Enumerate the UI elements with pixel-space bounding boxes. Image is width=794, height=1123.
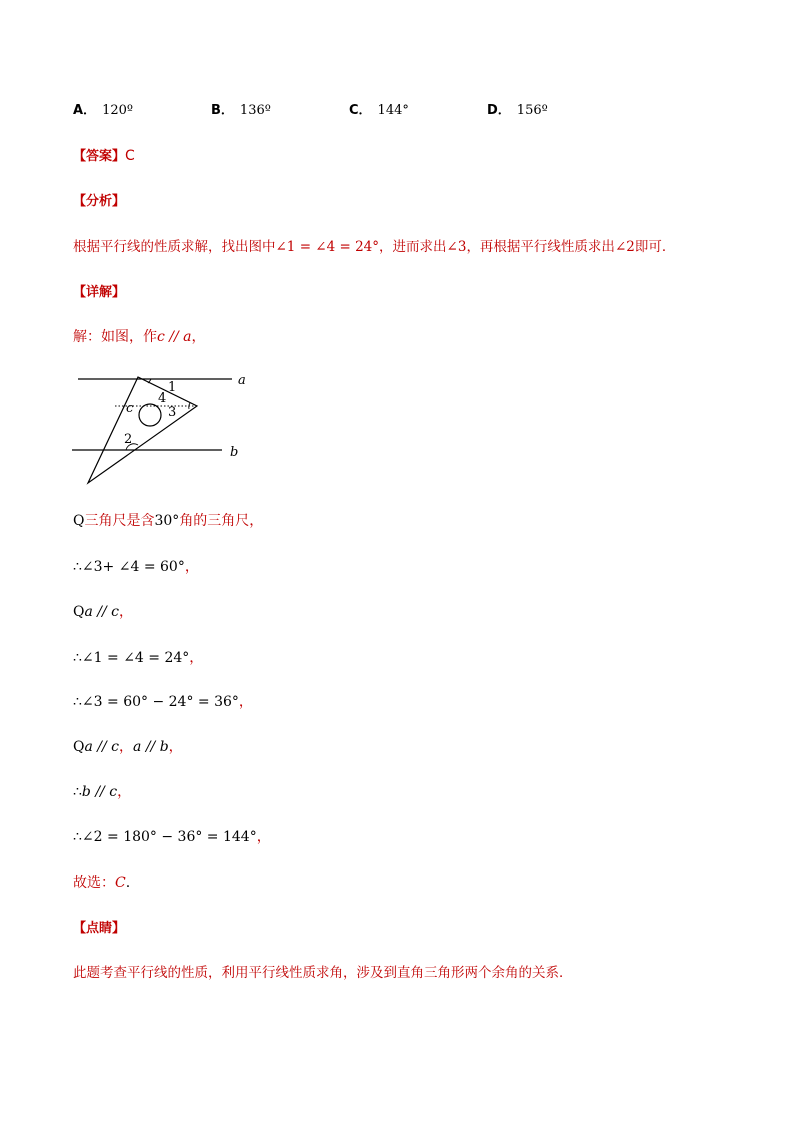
step-4-suffix: ， — [189, 650, 204, 666]
angle-label-4: 4 — [158, 391, 167, 406]
analysis-heading — [73, 191, 125, 212]
comment-text: 此题考查平行线的性质，利用平行线性质求角，涉及到直角三角形两个余角的关系． — [73, 965, 573, 981]
analysis-text-pre: 根据平行线的性质求解，找出图中 — [73, 239, 276, 255]
option-c-letter: C． — [349, 103, 372, 118]
answer-line — [73, 146, 135, 167]
analysis-text-mid2: ，再根据平行线性质求出 — [466, 239, 615, 255]
option-c-value: 144° — [377, 103, 409, 118]
conclusion-choice: C — [115, 875, 126, 891]
detail-intro-post: ， — [191, 329, 206, 345]
step-8-math: ∠2 = 180° − 36° = 144° — [81, 829, 257, 845]
step-6-suffix-2: ， — [168, 739, 183, 755]
step-5 — [73, 692, 253, 712]
option-a[interactable] — [73, 101, 133, 121]
step-7-prefix: ∴ — [73, 784, 82, 800]
step-3-prefix: Q — [73, 604, 85, 620]
triangle-ruler — [88, 377, 197, 483]
step-2 — [73, 557, 199, 577]
detail-intro-math: c // a — [157, 329, 192, 345]
analysis-math-1: ∠1 = ∠4 = 24° — [275, 239, 380, 255]
option-b[interactable] — [211, 101, 271, 121]
step-3-math: a // c — [84, 604, 120, 620]
angle-label-3: 3 — [168, 405, 177, 420]
line-label-c: c — [126, 401, 134, 416]
option-b-value: 136º — [239, 103, 271, 118]
step-2-math: ∠3+ ∠4 = 60° — [81, 559, 185, 575]
detail-intro-pre: 解：如图，作 — [73, 329, 157, 345]
step-2-suffix: ， — [184, 559, 199, 575]
analysis-math-2: ∠3 — [446, 239, 467, 255]
step-7 — [73, 782, 131, 802]
step-7-suffix: ， — [117, 784, 132, 800]
option-b-letter: B． — [211, 103, 234, 118]
line-label-a: a — [238, 373, 246, 388]
option-d-value: 156º — [516, 103, 548, 118]
step-7-math: b // c — [81, 784, 118, 800]
option-a-value: 120º — [102, 103, 133, 118]
step-5-math: ∠3 = 60° − 24° = 36° — [81, 694, 239, 710]
step-4-math: ∠1 = ∠4 = 24° — [81, 650, 190, 666]
angle-label-1: 1 — [168, 380, 177, 395]
option-d-letter: D． — [487, 103, 511, 118]
detail-label: 【详解】 — [73, 285, 126, 300]
step-6-math: a // c — [84, 739, 120, 755]
step-3 — [73, 602, 133, 622]
option-c[interactable] — [349, 101, 409, 121]
option-d[interactable] — [487, 101, 548, 121]
step-4-prefix: ∴ — [73, 650, 82, 666]
detail-heading — [73, 282, 125, 303]
step-8-prefix: ∴ — [73, 829, 82, 845]
step-8 — [73, 827, 271, 847]
conclusion-end: . — [125, 875, 131, 891]
step-1-prefix: Q — [73, 513, 85, 529]
step-2-prefix: ∴ — [73, 559, 82, 575]
analysis-label: 【分析】 — [73, 194, 126, 209]
step-6 — [73, 737, 183, 757]
step-5-suffix: ， — [238, 694, 253, 710]
comment-label: 【点睛】 — [73, 921, 126, 936]
step-1-suffix: 角的三角尺， — [179, 513, 264, 529]
analysis-text-post: 即可． — [634, 239, 676, 255]
step-3-suffix: ， — [119, 604, 134, 620]
detail-intro — [73, 327, 206, 347]
step-1-text: 三角尺是含 — [84, 513, 155, 529]
conclusion-text: 故选： — [73, 875, 115, 891]
step-1 — [73, 511, 263, 531]
step-6-prefix: Q — [73, 739, 85, 755]
step-1-math: 30° — [154, 513, 180, 529]
analysis-math-3: ∠2 — [614, 239, 635, 255]
step-4 — [73, 648, 203, 668]
comment-heading — [73, 918, 125, 939]
geometry-figure — [60, 365, 260, 490]
answer-label: 【答案】 — [73, 149, 126, 164]
answer-value: C — [125, 148, 135, 164]
conclusion — [73, 873, 130, 893]
step-5-prefix: ∴ — [73, 694, 82, 710]
analysis-text-mid: ，进而求出 — [379, 239, 447, 255]
ruler-hole — [139, 404, 161, 426]
step-6-suffix: ， — [119, 739, 134, 755]
line-label-b: b — [230, 445, 239, 460]
analysis-text — [73, 237, 675, 257]
step-8-suffix: ， — [256, 829, 271, 845]
angle-label-2: 2 — [124, 432, 133, 447]
option-a-letter: A． — [73, 103, 97, 118]
step-6-math-2: a // b — [133, 739, 169, 755]
